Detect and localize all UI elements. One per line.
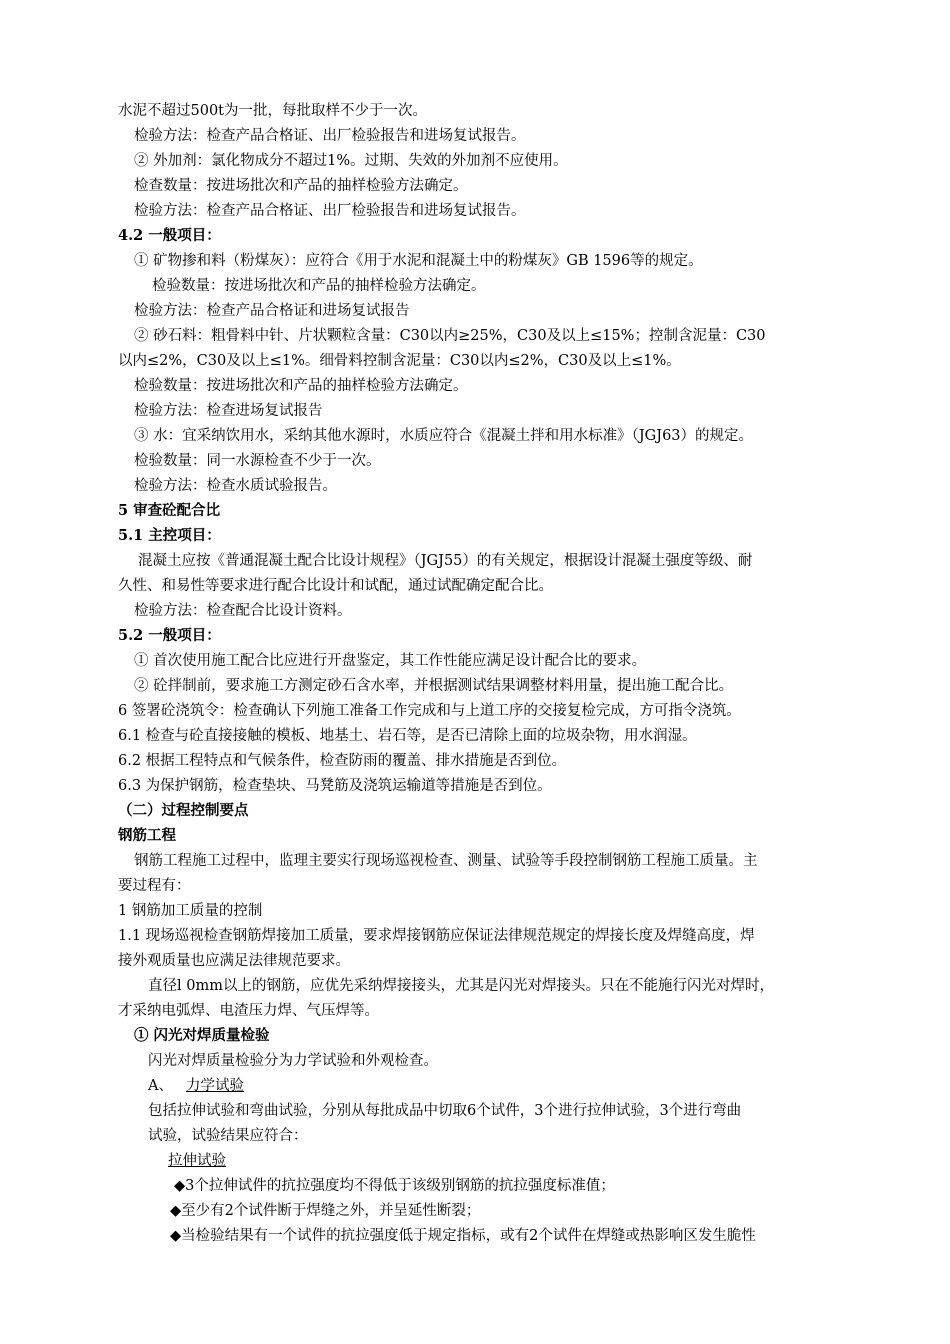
text-line: 以内≤2%，C30及以上≤1%。细骨料控制含泥量：C30以内≤2%，C30及以上≤1%。 [118, 353, 681, 369]
text-line: ② 外加剂：氯化物成分不超过1%。过期、失效的外加剂不应使用。 [134, 153, 568, 169]
text-line: 1.1 现场巡视检查钢筋焊接加工质量，要求焊接钢筋应保证法律规范规定的焊接长度及焊缝高度，焊 [118, 928, 755, 944]
section-heading: 4.2 一般项目： [118, 227, 221, 244]
text-line: 6.3 为保护钢筋，检查垫块、马凳筋及浇筑运输道等措施是否到位。 [118, 778, 552, 794]
text-line: ③ 水：宜采纳饮用水，采纳其他水源时，水质应符合《混凝土拌和用水标准》（JGJ63）的规定。 [134, 428, 754, 444]
text-line: 检查数量：按进场批次和产品的抽样检验方法确定。 [134, 178, 468, 194]
text-line: 检验方法：检查进场复试报告 [134, 403, 323, 419]
text-line: 直径l 0mm以上的钢筋，应优先采纳焊接接头，尤其是闪光对焊接头。只在不能施行闪光对焊时， [148, 978, 774, 994]
text-line: 检验方法：检查产品合格证、出厂检验报告和进场复试报告。 [134, 128, 526, 144]
text-line: 包括拉伸试验和弯曲试验，分别从每批成品中切取6个试件，3个进行拉伸试验，3个进行弯曲 [148, 1103, 742, 1119]
text-line: 6 签署砼浇筑令：检查确认下列施工准备工作完成和与上道工序的交接复检完成，方可指令浇筑。 [118, 703, 741, 719]
section-heading: （二）过程控制要点 [118, 802, 249, 819]
bullet-item: ◆当检验结果有一个试件的抗拉强度低于规定指标，或有2个试件在焊缝或热影响区发生脆性 [170, 1228, 756, 1244]
bullet-item: ◆至少有2个试件断于焊缝之外，并呈延性断裂； [170, 1203, 481, 1219]
text-line: 混凝土应按《普通混凝土配合比设计规程》（JGJ55）的有关规定，根据设计混凝土强度等级、耐 [138, 553, 753, 569]
text-line: 检验方法：检查产品合格证和进场复试报告 [134, 303, 410, 319]
text-line: 水泥不超过500t为一批，每批取样不少于一次。 [118, 103, 428, 119]
text-line: 才采纳电弧焊、电渣压力焊、气压焊等。 [118, 1003, 379, 1019]
text-line: 久性、和易性等要求进行配合比设计和试配，通过试配确定配合比。 [118, 578, 553, 594]
text-line: 接外观质量也应满足法律规范要求。 [118, 953, 350, 969]
text-line: 检验数量：按进场批次和产品的抽样检验方法确定。 [134, 378, 468, 394]
section-heading: 5 审查砼配合比 [118, 502, 221, 519]
text-line: ① 首次使用施工配合比应进行开盘鉴定，其工作性能应满足设计配合比的要求。 [134, 653, 647, 669]
text-line: 试验，试验结果应符合： [148, 1128, 308, 1144]
section-heading: 5.1 主控项目： [118, 527, 221, 544]
text-line: ② 砼拌制前，要求施工方测定砂石含水率，并根据测试结果调整材料用量，提出施工配合比。 [134, 678, 734, 694]
text-line: 检验数量：同一水源检查不少于一次。 [134, 453, 381, 469]
text-line: 6.2 根据工程特点和气候条件，检查防雨的覆盖、排水措施是否到位。 [118, 753, 567, 769]
text-line: 检验方法：检查水质试验报告。 [134, 478, 337, 494]
underlined-heading: 拉伸试验 [168, 1153, 226, 1169]
text-line: 要过程有： [118, 878, 191, 894]
text-line: 1 钢筋加工质量的控制 [118, 903, 263, 919]
underlined-heading: 力学试验 [186, 1078, 244, 1094]
text-line: 6.1 检查与砼直接接触的模板、地基土、岩石等，是否已清除上面的垃圾杂物，用水润湿。 [118, 728, 697, 744]
section-heading: 5.2 一般项目： [118, 627, 221, 644]
text-line: ① 矿物掺和料（粉煤灰）：应符合《用于水泥和混凝土中的粉煤灰》GB 1596等的规定。 [134, 253, 703, 269]
subsection-heading: ① 闪光对焊质量检验 [134, 1027, 270, 1044]
text-line: ② 砂石料：粗骨料中针、片状颗粒含量：C30以内≥25%，C30及以上≤15%；控制含泥量：C30 [134, 328, 766, 344]
text-line: 钢筋工程施工过程中，监理主要实行现场巡视检查、测量、试验等手段控制钢筋工程施工质量。主 [134, 853, 758, 869]
text-line: 检验方法：检查配合比设计资料。 [134, 603, 352, 619]
text-line: 检验方法：检查产品合格证、出厂检验报告和进场复试报告。 [134, 203, 526, 219]
item-label: A、 [148, 1078, 173, 1094]
text-line: 检验数量：按进场批次和产品的抽样检验方法确定。 [152, 278, 486, 294]
section-heading: 钢筋工程 [118, 827, 176, 844]
bullet-item: ◆3个拉伸试件的抗拉强度均不得低于该级别钢筋的抗拉强度标准值； [174, 1178, 615, 1194]
text-line: 闪光对焊质量检验分为力学试验和外观检查。 [148, 1053, 438, 1069]
